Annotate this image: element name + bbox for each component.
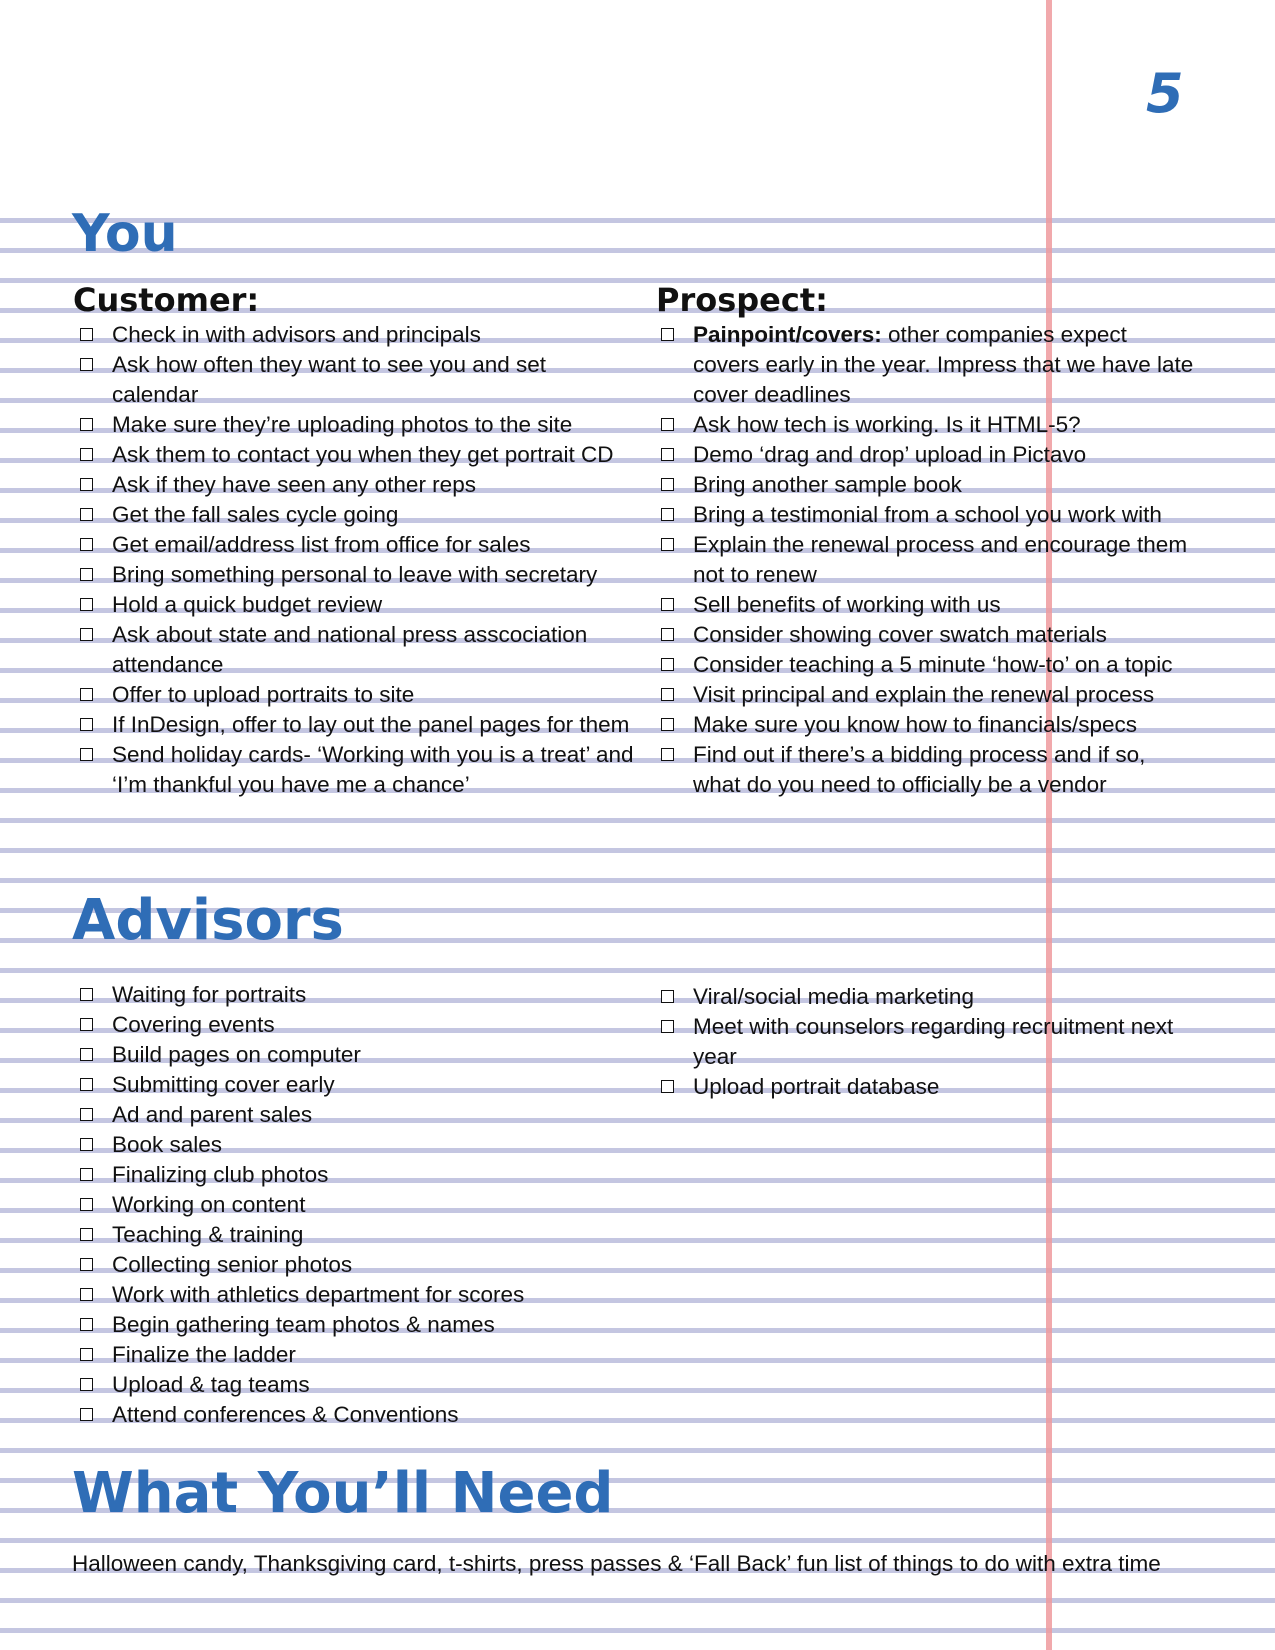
list-item[interactable] (76, 410, 636, 440)
list-item[interactable] (76, 590, 636, 620)
checkbox[interactable] (80, 1408, 93, 1421)
list-item-label: Covering events (112, 1012, 275, 1037)
list-item[interactable] (657, 470, 1197, 500)
list-item[interactable] (657, 620, 1197, 650)
checkbox[interactable] (661, 418, 674, 431)
list-item[interactable] (76, 1370, 636, 1400)
list-item[interactable] (657, 710, 1197, 740)
list-item[interactable] (657, 590, 1197, 620)
checkbox[interactable] (661, 688, 674, 701)
checkbox[interactable] (80, 1108, 93, 1121)
list-item[interactable] (657, 530, 1197, 590)
list-item-label: Finalize the ladder (112, 1342, 296, 1367)
checkbox[interactable] (80, 1048, 93, 1061)
list-item-label: Get email/address list from office for sales (112, 532, 531, 557)
list-item-label: Begin gathering team photos & names (112, 1312, 495, 1337)
checkbox[interactable] (80, 1378, 93, 1391)
list-item-label: Check in with advisors and principals (112, 322, 481, 347)
checkbox[interactable] (661, 1020, 674, 1033)
list-item-label: Work with athletics department for scores (112, 1282, 525, 1307)
checkbox[interactable] (80, 358, 93, 371)
checkbox[interactable] (80, 748, 93, 761)
list-item[interactable] (76, 1160, 636, 1190)
list-item[interactable] (76, 1190, 636, 1220)
list-item[interactable] (76, 1310, 636, 1340)
list-item[interactable] (76, 740, 636, 800)
list-item[interactable] (657, 740, 1197, 800)
list-item-label: Ask how tech is working. Is it HTML-5? (693, 412, 1081, 437)
list-item-label: Find out if there’s a bidding process and if so, what do you need to officially be a vendor (693, 742, 1146, 797)
customer-heading: Customer: (73, 281, 260, 319)
list-item-label: Ask how often they want to see you and set calendar (112, 352, 547, 407)
list-item[interactable] (657, 410, 1197, 440)
list-item-label: Ask if they have seen any other reps (112, 472, 476, 497)
needs-text: Halloween candy, Thanksgiving card, t-shirts, press passes & ‘Fall Back’ fun list of things to do with extra time (72, 1551, 1161, 1576)
checkbox[interactable] (661, 1080, 674, 1093)
list-item-label: Bring something personal to leave with secretary (112, 562, 598, 587)
list-item-label: Attend conferences & Conventions (112, 1402, 459, 1427)
list-item[interactable] (76, 470, 636, 500)
list-item-label: Demo ‘drag and drop’ upload in Pictavo (693, 442, 1087, 467)
list-item[interactable] (657, 680, 1197, 710)
checkbox[interactable] (661, 628, 674, 641)
list-item[interactable] (76, 530, 636, 560)
list-item-label: Bring a testimonial from a school you work with (693, 502, 1162, 527)
what-youll-need-heading: What You’ll Need (72, 1461, 614, 1526)
list-item[interactable] (76, 680, 636, 710)
checkbox[interactable] (661, 448, 674, 461)
checkbox[interactable] (661, 598, 674, 611)
checkbox[interactable] (80, 1258, 93, 1271)
checkbox[interactable] (80, 1288, 93, 1301)
list-item-label: Book sales (112, 1132, 223, 1157)
checkbox[interactable] (80, 508, 93, 521)
list-item[interactable] (76, 350, 636, 410)
list-item[interactable] (76, 320, 636, 350)
checkbox[interactable] (80, 448, 93, 461)
prospect-checklist (657, 320, 1197, 800)
list-item-label: Hold a quick budget review (112, 592, 383, 617)
you-heading: You (72, 204, 178, 264)
list-item-label: Bring another sample book (693, 472, 962, 497)
list-item-label: Collecting senior photos (112, 1252, 353, 1277)
checkbox[interactable] (80, 1318, 93, 1331)
list-item-label: Consider teaching a 5 minute ‘how-to’ on a topic (693, 652, 1173, 677)
checkbox[interactable] (80, 1078, 93, 1091)
checkbox[interactable] (80, 1138, 93, 1151)
checkbox[interactable] (661, 658, 674, 671)
checkbox[interactable] (661, 538, 674, 551)
list-item-label: Meet with counselors regarding recruitment next year (693, 1014, 1174, 1069)
list-item[interactable] (76, 620, 636, 680)
checkbox[interactable] (661, 508, 674, 521)
list-item[interactable] (76, 980, 636, 1010)
list-item-label: If InDesign, offer to lay out the panel pages for them (112, 712, 630, 737)
checkbox[interactable] (80, 688, 93, 701)
list-item[interactable] (76, 1070, 636, 1100)
list-item-label: Ask them to contact you when they get portrait CD (112, 442, 614, 467)
list-item[interactable] (76, 1400, 636, 1430)
checkbox[interactable] (80, 1018, 93, 1031)
checkbox[interactable] (80, 718, 93, 731)
list-item[interactable] (657, 500, 1197, 530)
list-item-label: Ad and parent sales (112, 1102, 313, 1127)
checkbox[interactable] (80, 1198, 93, 1211)
list-item[interactable] (76, 560, 636, 590)
list-item-label: Consider showing cover swatch materials (693, 622, 1107, 647)
red-margin-line (1046, 0, 1052, 1650)
list-item[interactable] (76, 1280, 636, 1310)
painpoint-text: other companies expect covers early in the year. Impress that we have late cover deadlines (693, 322, 1194, 407)
checkbox[interactable] (80, 1348, 93, 1361)
checkbox[interactable] (661, 748, 674, 761)
checkbox[interactable] (80, 568, 93, 581)
checkbox[interactable] (80, 328, 93, 341)
page-header-area (0, 0, 1275, 218)
list-item-label: Teaching & training (112, 1222, 304, 1247)
list-item[interactable] (76, 1130, 636, 1160)
checkbox[interactable] (80, 418, 93, 431)
checkbox[interactable] (80, 598, 93, 611)
page-number: 5 (1146, 62, 1184, 125)
list-item-label: Make sure they’re uploading photos to the site (112, 412, 573, 437)
list-item[interactable] (76, 1010, 636, 1040)
list-item[interactable] (76, 1340, 636, 1370)
checkbox[interactable] (80, 628, 93, 641)
checkbox[interactable] (80, 1228, 93, 1241)
list-item[interactable] (76, 500, 636, 530)
list-item[interactable] (76, 1100, 636, 1130)
checkbox[interactable] (80, 1168, 93, 1181)
list-item-label: Finalizing club photos (112, 1162, 329, 1187)
list-item[interactable] (76, 710, 636, 740)
list-item-label: Make sure you know how to financials/specs (693, 712, 1137, 737)
checkbox[interactable] (80, 988, 93, 1001)
checkbox[interactable] (80, 538, 93, 551)
checkbox[interactable] (661, 328, 674, 341)
list-item-label: Working on content (112, 1192, 306, 1217)
list-item[interactable] (657, 440, 1197, 470)
list-item-label: Upload portrait database (693, 1074, 940, 1099)
list-item[interactable] (657, 982, 1197, 1012)
list-item[interactable] (76, 440, 636, 470)
list-item-label: Waiting for portraits (112, 982, 307, 1007)
list-item-label: Send holiday cards- ‘Working with you is a treat’ and ‘I’m thankful you have me a chance’ (112, 742, 634, 797)
checkbox[interactable] (661, 478, 674, 491)
list-item-label: Visit principal and explain the renewal process (693, 682, 1155, 707)
advisors-left-checklist (76, 980, 636, 1430)
list-item-label: Submitting cover early (112, 1072, 335, 1097)
checkbox[interactable] (661, 718, 674, 731)
list-item[interactable] (76, 1250, 636, 1280)
list-item-label: Viral/social media marketing (693, 984, 974, 1009)
prospect-heading: Prospect: (656, 281, 828, 319)
list-item[interactable] (657, 320, 1197, 410)
customer-checklist (76, 320, 636, 800)
list-item-label: Upload & tag teams (112, 1372, 310, 1397)
advisors-right-checklist (657, 982, 1197, 1102)
list-item-label: Build pages on computer (112, 1042, 361, 1067)
list-item-label: Offer to upload portraits to site (112, 682, 415, 707)
list-item[interactable] (657, 1012, 1197, 1072)
checkbox[interactable] (80, 478, 93, 491)
checkbox[interactable] (661, 990, 674, 1003)
advisors-heading: Advisors (72, 888, 344, 953)
list-item-label: Explain the renewal process and encourage them not to renew (693, 532, 1188, 587)
list-item[interactable] (76, 1220, 636, 1250)
list-item[interactable] (76, 1040, 636, 1070)
list-item-label: Ask about state and national press asscociation attendance (112, 622, 588, 677)
list-item[interactable] (657, 1072, 1197, 1102)
painpoint-label: Painpoint/covers: (693, 322, 882, 347)
list-item[interactable] (657, 650, 1197, 680)
list-item-label: Get the fall sales cycle going (112, 502, 399, 527)
list-item-label: Sell benefits of working with us (693, 592, 1001, 617)
